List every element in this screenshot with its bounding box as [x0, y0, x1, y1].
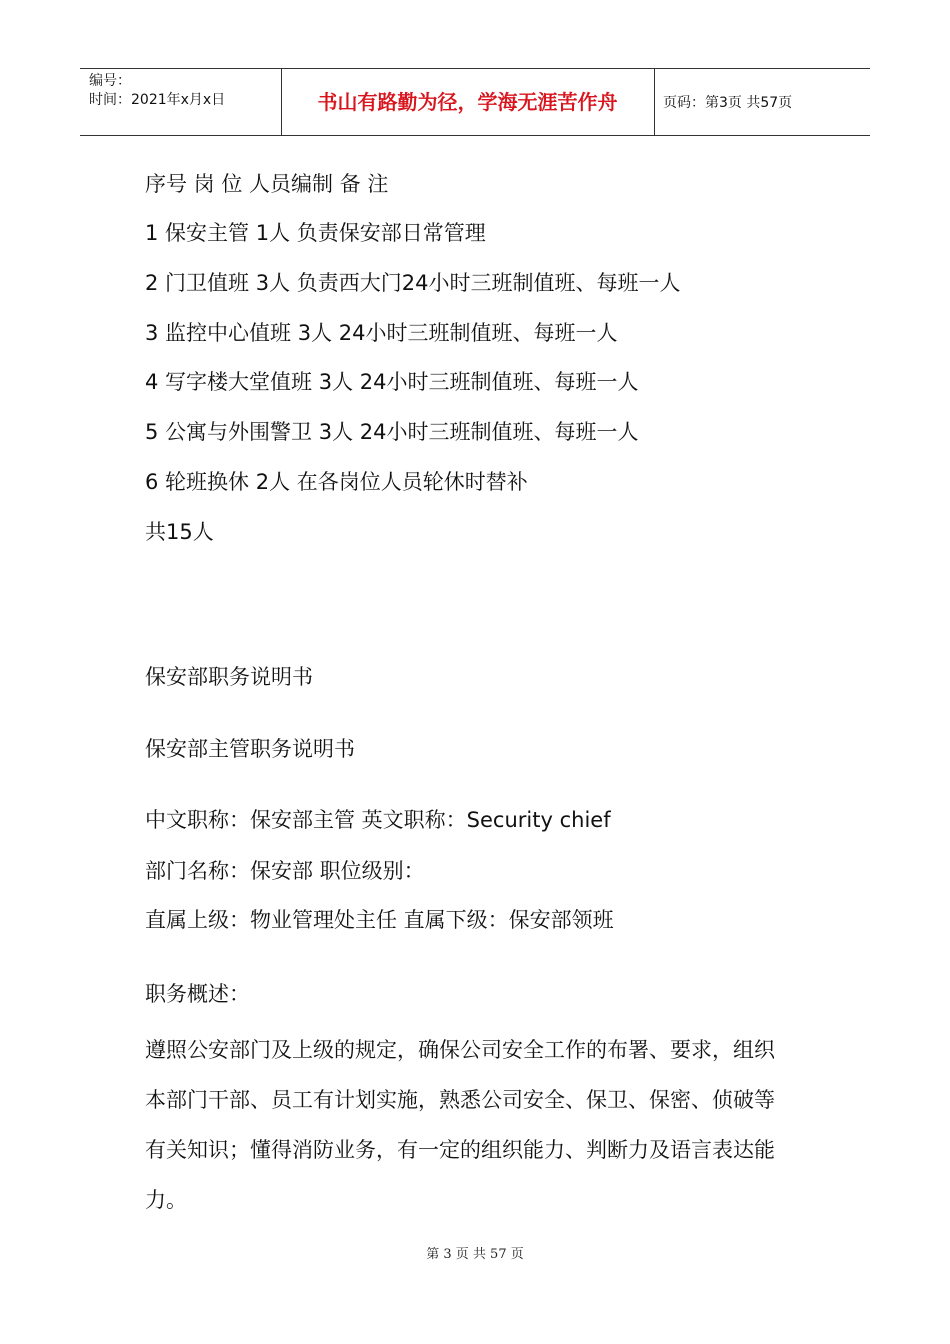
page-header [80, 68, 870, 136]
table-row: 5 公寓与外围警卫 3人 24小时三班制值班、每班一人 [145, 420, 639, 444]
header-motto: 书山有路勤为径，学海无涯苦作舟 [281, 69, 655, 135]
overview-paragraph: 遵照公安部门及上级的规定，确保公司安全工作的布署、要求，组织本部门干部、员工有计划实施，熟悉公司安全、保卫、保密、侦破等有关知识；懂得消防业务，有一定的组织能力、判断力及语言表达能力。 [145, 1038, 775, 1212]
table-row: 1 保安主管 1人 负责保安部日常管理 [145, 221, 486, 245]
table-heading: 序号 岗 位 人员编制 备 注 [145, 172, 389, 196]
table-row: 6 轮班换休 2人 在各岗位人员轮休时替补 [145, 470, 528, 494]
header-meta [80, 69, 282, 135]
document-subtitle: 保安部主管职务说明书 [145, 737, 355, 761]
document-date: 时间：2021年x月x日 [89, 92, 226, 108]
department-line: 部门名称：保安部 职位级别： [145, 859, 425, 883]
section-title: 保安部职务说明书 [145, 665, 313, 689]
page-footer: 第 3 页 共 57 页 [426, 1247, 524, 1262]
table-row: 3 监控中心值班 3人 24小时三班制值班、每班一人 [145, 321, 618, 345]
job-title-line: 中文职称：保安部主管 英文职称：Security chief [145, 808, 611, 832]
header-page-info: 页码：第3页 共57页 [663, 95, 793, 111]
reporting-line: 直属上级：物业管理处主任 直属下级：保安部领班 [145, 908, 614, 932]
table-row: 4 写字楼大堂值班 3人 24小时三班制值班、每班一人 [145, 370, 639, 394]
table-row: 2 门卫值班 3人 负责西大门24小时三班制值班、每班一人 [145, 271, 681, 295]
overview-label: 职务概述： [145, 982, 250, 1006]
document-number: 编号： [89, 73, 131, 89]
table-total: 共15人 [145, 520, 214, 544]
